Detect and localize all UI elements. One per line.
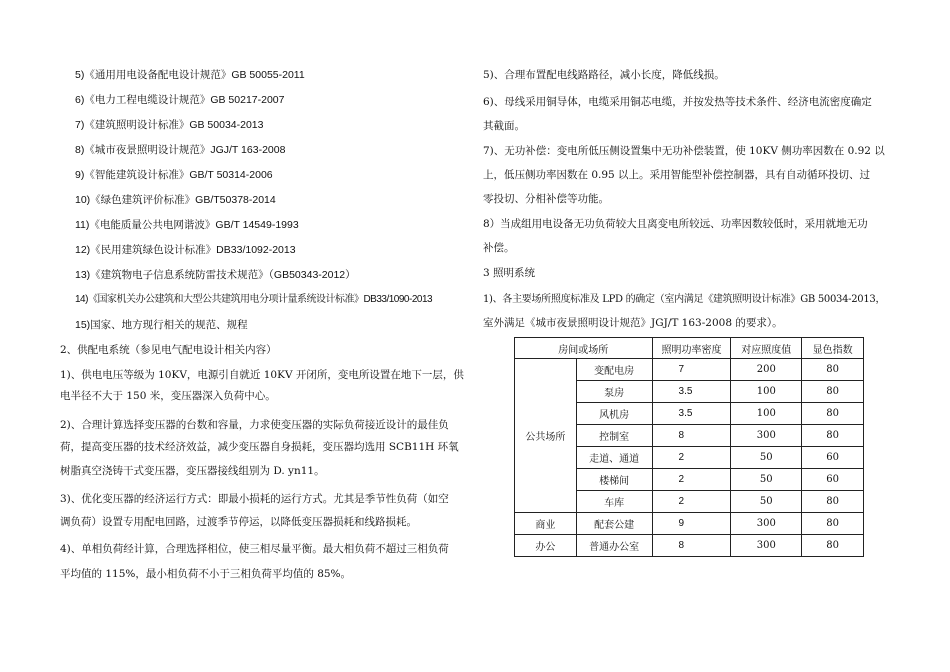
paragraph-line: 其截面。	[483, 120, 525, 132]
group-cell: 商业	[515, 513, 577, 535]
table-row	[515, 513, 864, 535]
lpd-cell: 2	[652, 491, 731, 513]
paragraph-line: 2)、合理计算选择变压器的台数和容量，力求使变压器的实际负荷接近设计的最佳负	[60, 419, 449, 431]
illuminance-cell: 50	[731, 469, 802, 491]
illuminance-cell: 300	[731, 513, 802, 535]
cri-cell: 80	[802, 425, 864, 447]
illuminance-cell: 300	[731, 535, 802, 557]
room-cell: 走道、通道	[576, 447, 652, 469]
lpd-cell: 2	[652, 469, 731, 491]
lighting-standard-table	[514, 337, 864, 557]
paragraph-line: 5)、合理布置配电线路路径，减小长度，降低线损。	[483, 69, 725, 81]
lpd-cell: 3.5	[652, 381, 731, 403]
lpd-cell: 8	[652, 425, 731, 447]
room-cell: 配套公建	[576, 513, 652, 535]
room-cell: 车库	[576, 491, 652, 513]
paragraph-line: 7)、无功补偿：变电所低压侧设置集中无功补偿装置，使 10KV 侧功率因数在 0.92 以	[483, 145, 885, 157]
table-row	[515, 359, 864, 381]
illuminance-cell: 100	[731, 403, 802, 425]
section-heading: 3 照明系统	[483, 267, 536, 279]
paragraph-line: 室外满足《城市夜景照明设计规范》JGJ/T 163-2008 的要求）。	[483, 317, 783, 329]
lpd-cell: 9	[652, 513, 731, 535]
column-header: 对应照度值	[731, 338, 802, 359]
room-cell: 泵房	[576, 381, 652, 403]
reference-item: 9)《智能建筑设计标准》GB/T 50314-2006	[75, 169, 273, 181]
column-header: 房间或场所	[515, 338, 653, 359]
paragraph-line: 荷，提高变压器的技术经济效益，减少变压器自身损耗，变压器均选用 SCB11H 环氧	[60, 441, 459, 453]
reference-item: 10)《绿色建筑评价标准》GB/T50378-2014	[75, 194, 276, 206]
cri-cell: 80	[802, 535, 864, 557]
lpd-cell: 7	[652, 359, 731, 381]
room-cell: 控制室	[576, 425, 652, 447]
cri-cell: 80	[802, 381, 864, 403]
reference-item: 7)《建筑照明设计标准》GB 50034-2013	[75, 119, 264, 131]
room-cell: 楼梯间	[576, 469, 652, 491]
reference-item: 15)国家、地方现行相关的规范、规程	[75, 319, 248, 331]
cri-cell: 80	[802, 513, 864, 535]
cri-cell: 60	[802, 447, 864, 469]
paragraph-line: 上，低压侧功率因数在 0.95 以上。采用智能型补偿控制器，具有自动循环投切、过	[483, 169, 871, 181]
reference-item: 5)《通用用电设备配电设计规范》GB 50055-2011	[75, 69, 305, 81]
cri-cell: 80	[802, 403, 864, 425]
illuminance-cell: 50	[731, 491, 802, 513]
room-cell: 变配电房	[576, 359, 652, 381]
reference-item: 14)《国家机关办公建筑和大型公共建筑用电分项计量系统设计标准》DB33/1090-2013	[75, 294, 433, 305]
paragraph-line: 1)、各主要场所照度标准及 LPD 的确定（室内满足《建筑照明设计标准》GB 50034-2013，	[483, 294, 886, 305]
paragraph-line: 1)、供电电压等级为 10KV，电源引自就近 10KV 开闭所，变电所设置在地下一层，供	[60, 369, 464, 381]
illuminance-cell: 300	[731, 425, 802, 447]
illuminance-cell: 200	[731, 359, 802, 381]
reference-item: 11)《电能质量公共电网谐波》GB/T 14549-1993	[75, 219, 299, 231]
reference-item: 12)《民用建筑绿色设计标准》DB33/1092-2013	[75, 244, 296, 256]
column-header: 照明功率密度	[652, 338, 731, 359]
paragraph-line: 补偿。	[483, 242, 515, 254]
paragraph-line: 3)、优化变压器的经济运行方式：即最小损耗的运行方式。尤其是季节性负荷（如空	[60, 493, 449, 505]
group-cell: 办公	[515, 535, 577, 557]
room-cell: 风机房	[576, 403, 652, 425]
paragraph-line: 平均值的 115%，最小相负荷不小于三相负荷平均值的 85%。	[60, 568, 352, 580]
column-header: 显色指数	[802, 338, 864, 359]
group-cell: 公共场所	[515, 359, 577, 513]
illuminance-cell: 100	[731, 381, 802, 403]
paragraph-line: 6)、母线采用铜导体，电缆采用铜芯电缆，并按发热等技术条件、经济电流密度确定	[483, 96, 872, 108]
paragraph-line: 电半径不大于 150 米，变压器深入负荷中心。	[60, 390, 276, 402]
cri-cell: 80	[802, 491, 864, 513]
lpd-cell: 3.5	[652, 403, 731, 425]
paragraph-line: 树脂真空浇铸干式变压器，变压器接线组别为 D. yn11。	[60, 465, 325, 477]
cri-cell: 60	[802, 469, 864, 491]
room-cell: 普通办公室	[576, 535, 652, 557]
reference-item: 6)《电力工程电缆设计规范》GB 50217-2007	[75, 94, 285, 106]
reference-item: 13)《建筑物电子信息系统防雷技术规范》（GB50343-2012）	[75, 269, 356, 281]
cri-cell: 80	[802, 359, 864, 381]
table-row	[515, 535, 864, 557]
paragraph-line: 4)、单相负荷经计算，合理选择相位，使三相尽量平衡。最大相负荷不超过三相负荷	[60, 543, 449, 555]
paragraph-line: 8）当成组用电设备无功负荷较大且离变电所较远、功率因数较低时，采用就地无功	[483, 218, 868, 230]
reference-item: 8)《城市夜景照明设计规范》JGJ/T 163-2008	[75, 144, 286, 156]
paragraph-line: 零投切、分相补偿等功能。	[483, 193, 609, 205]
paragraph-line: 调负荷）设置专用配电回路，过渡季节停运，以降低变压器损耗和线路损耗。	[60, 516, 417, 528]
table-header-row	[515, 338, 864, 359]
lpd-cell: 2	[652, 447, 731, 469]
illuminance-cell: 50	[731, 447, 802, 469]
lpd-cell: 8	[652, 535, 731, 557]
section-heading: 2、供配电系统（参见电气配电设计相关内容）	[60, 344, 277, 356]
